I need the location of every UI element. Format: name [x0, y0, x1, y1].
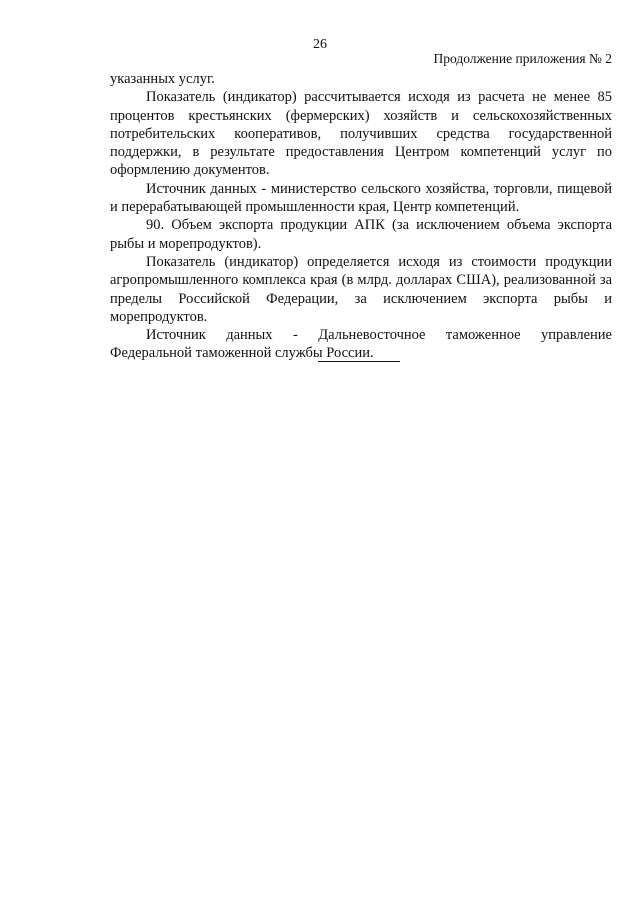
- document-body: [110, 70, 612, 363]
- paragraph-data-source-customs: Источник данных - Дальневосточное таможенное управление Федеральной таможенной службы России.: [110, 327, 612, 362]
- paragraph-export-indicator: Показатель (индикатор) определяется исходя из стоимости продукции агропромышленного комплекса края (в млрд. долларах США), реализованной за пределы Российской Федерации, за исключением экспорта рыбы и морепродуктов.: [110, 253, 612, 325]
- appendix-continuation-label: Продолжение приложения № 2: [433, 51, 612, 66]
- end-divider-line: [318, 361, 400, 362]
- paragraph-data-source-ministry: Источник данных - министерство сельского хозяйства, торговли, пищевой и перерабатывающей промышленности края, Центр компетенций.: [110, 180, 612, 216]
- page-number: 26: [313, 37, 327, 52]
- paragraph-indicator-calculation: Показатель (индикатор) рассчитывается исходя из расчета не менее 85 процентов крестьянских (фермерских) хозяйств и сельскохозяйственных потребительских кооперативов, получивших средства государственной поддержки, в результате предоставления Центром компетенций услуг по оформлению документов.: [110, 89, 612, 179]
- paragraph-services-ending: указанных услуг.: [110, 71, 215, 87]
- paragraph-item-90-heading: 90. Объем экспорта продукции АПК (за исключением объема экспорта рыбы и морепродуктов).: [110, 217, 612, 252]
